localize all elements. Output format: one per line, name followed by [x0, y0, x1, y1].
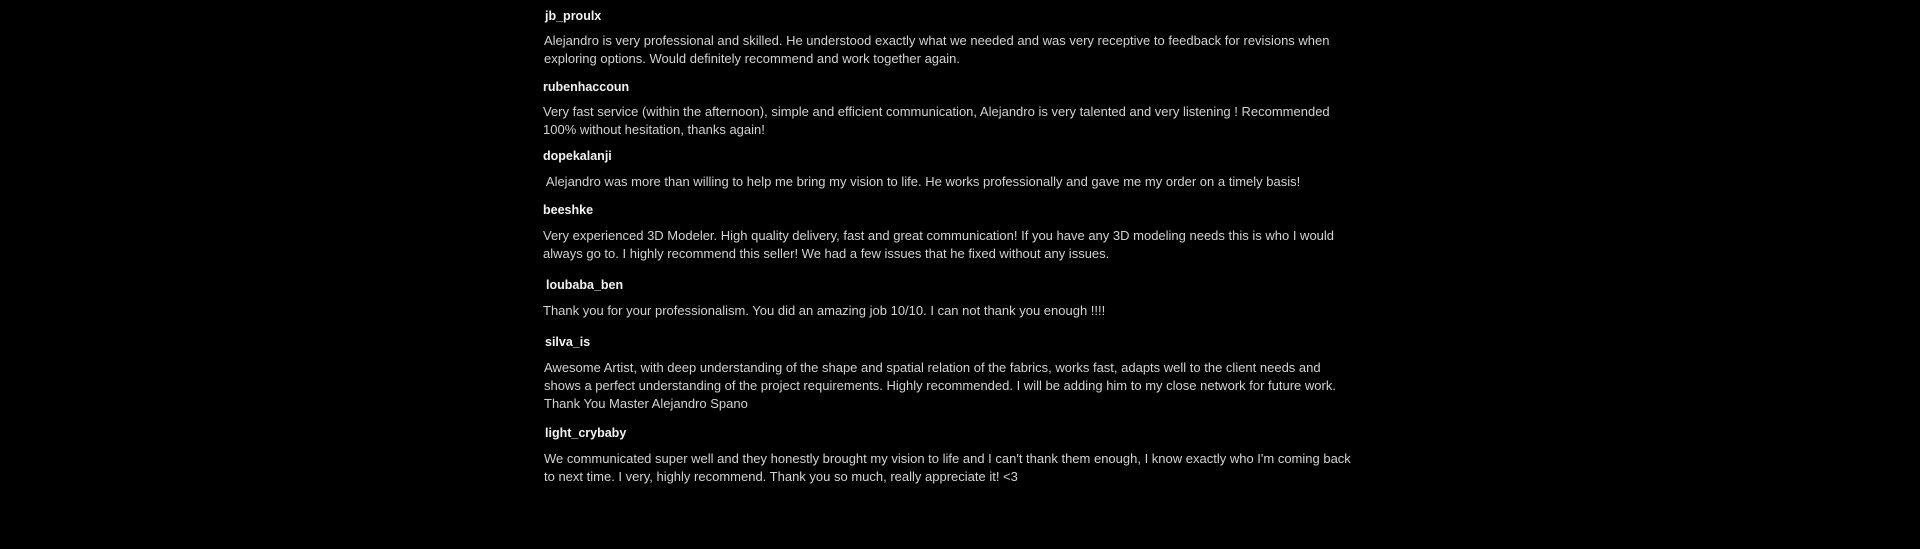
- review-text-line: to next time. I very, highly recommend. Thank you so much, really appreciate it! <3: [544, 469, 1018, 484]
- review-text-line: exploring options. Would definitely recommend and work together again.: [544, 51, 960, 66]
- review-text-line: Thank you for your professionalism. You did an amazing job 10/10. I can not thank you enough !!!!: [543, 303, 1106, 318]
- review-username[interactable]: beeshke: [543, 203, 594, 217]
- review-text-line: Alejandro was more than willing to help me bring my vision to life. He works professionally and gave me my order on a timely basis!: [543, 174, 1301, 189]
- review-username[interactable]: jb_proulx: [545, 9, 602, 23]
- review-text-line: Alejandro is very professional and skilled. He understood exactly what we needed and was very receptive to feedback for revisions when: [544, 33, 1330, 48]
- review-text-line: shows a perfect understanding of the project requirements. Highly recommended. I will be adding him to my close network for future work.: [544, 378, 1336, 393]
- review-text-line: Very fast service (within the afternoon), simple and efficient communication, Alejandro is very talented and very listening ! Recommended: [543, 104, 1330, 119]
- review-text-line: Awesome Artist, with deep understanding of the shape and spatial relation of the fabrics, works fast, adapts well to the client needs and: [544, 360, 1321, 375]
- review-username[interactable]: light_crybaby: [545, 426, 627, 440]
- review-username[interactable]: rubenhaccoun: [543, 80, 630, 94]
- review-username[interactable]: loubaba_ben: [546, 278, 624, 292]
- review-username[interactable]: silva_is: [545, 335, 591, 349]
- review-text-line: We communicated super well and they honestly brought my vision to life and I can't thank them enough, I know exactly who I'm coming back: [544, 451, 1351, 466]
- review-text-line: Very experienced 3D Modeler. High quality delivery, fast and great communication! If you have any 3D modeling needs this is who I would: [543, 228, 1335, 243]
- review-text-line: 100% without hesitation, thanks again!: [543, 122, 765, 137]
- review-text-line: always go to. I highly recommend this seller! We had a few issues that he fixed without any issues.: [543, 246, 1110, 261]
- review-text-line: Thank You Master Alejandro Spano: [544, 396, 748, 411]
- review-username[interactable]: dopekalanji: [543, 149, 612, 163]
